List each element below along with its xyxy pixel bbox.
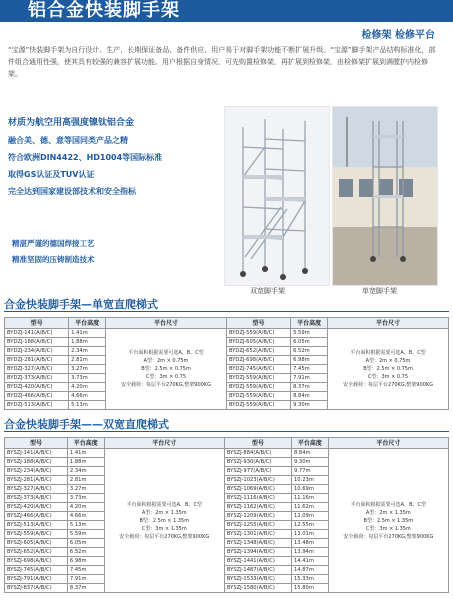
column-header: 型号 <box>224 438 291 449</box>
model-cell: BYDZJ-559(A/B/C) <box>226 374 290 383</box>
height-cell: 13.94m <box>291 548 328 557</box>
spec-line: 安全载荷：每层平台270KG,整架900KG <box>343 382 433 388</box>
double-wide-spec-table <box>4 437 449 593</box>
model-cell: BYSZJ-977(A/B/C) <box>224 467 291 476</box>
column-header: 平台高度 <box>67 438 104 449</box>
model-cell: BYDZJ-188(A/B/C) <box>5 338 69 347</box>
model-cell: BYDZJ-559(A/B/C) <box>226 383 290 392</box>
feature-item: 材质为航空用高强度镍钛铝合金 <box>8 118 135 128</box>
height-cell: 7.45m <box>291 365 328 374</box>
model-cell: BYSZJ-513(A/B/C) <box>5 521 68 530</box>
model-cell: BYDZJ-281(A/B/C) <box>5 356 69 365</box>
spec-line: C型：3m × 0.75 <box>367 374 409 380</box>
model-cell: BYSZJ-1441(A/B/C) <box>224 557 291 566</box>
model-cell: BYDZJ-605(A/B/C) <box>226 338 290 347</box>
column-header: 平台尺寸 <box>106 318 227 329</box>
intro-paragraph: “宝源”快装脚手架为自行设计、生产，长期保证备品、备件供应，用户易于对脚手架功能不断扩展升级。“宝源”脚手架产品结构标准化，部件组合通用性强，使其具有较强的兼容扩展功能。用户根据自身情况，可先购置检修架，再扩展到检修架，由检修架扩展到满膛护内检修架。 <box>8 46 436 78</box>
height-cell: 2.81m <box>69 356 106 365</box>
height-cell: 11.62m <box>291 503 328 512</box>
column-header: 平台尺寸 <box>328 318 449 329</box>
height-cell: 14.87m <box>291 566 328 575</box>
height-cell: 1.88m <box>69 338 106 347</box>
column-header: 平台尺寸 <box>328 438 448 449</box>
model-cell: BYSZJ-930(A/B/C) <box>224 458 291 467</box>
model-cell: BYSZJ-791(A/B/C) <box>5 575 68 584</box>
table-header-row <box>5 438 449 449</box>
height-cell: 15.33m <box>291 575 328 584</box>
model-cell: BYSZJ-420(A/B/C) <box>5 503 68 512</box>
height-cell: 2.81m <box>67 476 104 485</box>
height-cell: 4.20m <box>69 383 106 392</box>
double-wide-scaffold-photo <box>224 106 330 286</box>
model-cell: BYSZJ-327(A/B/C) <box>5 485 68 494</box>
model-cell: BYSZJ-745(A/B/C) <box>5 566 68 575</box>
model-cell: BYDZJ-559(A/B/C) <box>226 392 290 401</box>
photo-caption: 双宽脚手架 <box>250 287 285 295</box>
height-cell: 14.41m <box>291 557 328 566</box>
height-cell: 11.16m <box>291 494 328 503</box>
model-cell: BYDZJ-513(A/B/C) <box>5 401 69 410</box>
height-cell: 10.69m <box>291 485 328 494</box>
height-cell: 5.13m <box>67 521 104 530</box>
feature-item: 精湛严谨的德国焊接工艺 <box>12 239 95 248</box>
single-wide-spec-table <box>4 317 449 410</box>
height-cell: 1.41m <box>67 449 104 458</box>
model-cell: BYSZJ-605(A/B/C) <box>5 539 68 548</box>
spec-line: 平台面积根据需要可选A、B、C型 <box>350 350 426 356</box>
feature-item: 完全达到国家建设部技术和安全指标 <box>8 187 136 196</box>
height-cell: 7.91m <box>291 374 328 383</box>
model-cell: BYSZJ-652(A/B/C) <box>5 548 68 557</box>
height-cell: 9.77m <box>291 467 328 476</box>
height-cell: 3.73m <box>67 494 104 503</box>
model-cell: BYSZJ-234(A/B/C) <box>5 467 68 476</box>
spec-line: A型：2m × 1.35m <box>141 509 187 516</box>
platform-size-cell <box>104 449 224 593</box>
table-row <box>5 449 449 458</box>
model-cell: BYSZJ-1069(A/B/C) <box>224 485 291 494</box>
spec-line: 平台面积根据需要可选A、B、C型 <box>128 350 204 356</box>
height-cell: 7.45m <box>67 566 104 575</box>
height-cell: 3.73m <box>69 374 106 383</box>
spec-line: A型：2m × 0.75m <box>365 358 411 364</box>
height-cell: 5.59m <box>291 329 328 338</box>
photo-caption: 单宽脚手架 <box>362 287 397 295</box>
platform-size-cell <box>106 329 227 410</box>
height-cell: 5.59m <box>67 530 104 539</box>
table-row <box>5 329 449 338</box>
model-cell: BYDZJ-327(A/B/C) <box>5 365 69 374</box>
height-cell: 7.91m <box>67 575 104 584</box>
model-cell: BYSZJ-837(A/B/C) <box>5 584 68 593</box>
spec-line: B型：2.5m × 1.35m <box>363 517 414 524</box>
height-cell: 12.09m <box>291 512 328 521</box>
model-cell: BYSZJ-1255(A/B/C) <box>224 521 291 530</box>
column-header: 平台高度 <box>69 318 106 329</box>
height-cell: 8.37m <box>67 584 104 593</box>
height-cell: 12.55m <box>291 521 328 530</box>
spec-line: C型：3m × 1.35m <box>365 525 411 532</box>
model-cell: BYDZJ-466(A/B/C) <box>5 392 69 401</box>
model-cell: BYDZJ-373(A/B/C) <box>5 374 69 383</box>
spec-line: 平台面积根据需要可选A、B、C型 <box>350 501 427 508</box>
height-cell: 8.84m <box>291 392 328 401</box>
model-cell: BYDZJ-559(A/B/C) <box>226 329 290 338</box>
feature-item: 符合欧洲DIN4422、HD1004等国际标准 <box>8 153 163 162</box>
model-cell: BYSZJ-466(A/B/C) <box>5 512 68 521</box>
feature-list <box>8 118 218 203</box>
height-cell: 10.23m <box>291 476 328 485</box>
model-cell: BYDZJ-141(A/B/C) <box>5 329 69 338</box>
model-cell: BYSZJ-698(A/B/C) <box>5 557 68 566</box>
model-cell: BYSZJ-373(A/B/C) <box>5 494 68 503</box>
model-cell: BYDZJ-234(A/B/C) <box>5 347 69 356</box>
height-cell: 9.30m <box>291 401 328 410</box>
model-cell: BYSZJ-1116(A/B/C) <box>224 494 291 503</box>
height-cell: 8.84m <box>291 449 328 458</box>
spec-line: C型：3m × 1.35m <box>141 525 187 532</box>
model-cell: BYSZJ-1348(A/B/C) <box>224 539 291 548</box>
section-divider <box>4 311 449 312</box>
spec-line: C型：3m × 0.75 <box>145 374 187 380</box>
spec-line: B型：2.5m × 0.75m <box>363 366 413 372</box>
model-cell: BYSZJ-1209(A/B/C) <box>224 512 291 521</box>
platform-size-cell <box>328 449 448 593</box>
spec-line: A型：2m × 0.75m <box>143 358 189 364</box>
table-header-row <box>5 318 449 329</box>
height-cell: 6.98m <box>291 356 328 365</box>
model-cell: BYDZJ-652(A/B/C) <box>226 347 290 356</box>
model-cell: BYSZJ-281(A/B/C) <box>5 476 68 485</box>
model-cell: BYSZJ-559(A/B/C) <box>5 530 68 539</box>
height-cell: 3.27m <box>69 365 106 374</box>
model-cell: BYDZJ-559(A/B/C) <box>226 401 290 410</box>
column-header: 平台尺寸 <box>104 438 224 449</box>
model-cell: BYSZJ-188(A/B/C) <box>5 458 68 467</box>
column-header: 型号 <box>226 318 290 329</box>
spec-line: 安全载荷：每层平台270KG,整架900KG <box>121 382 211 388</box>
building-scene <box>333 107 437 285</box>
spec-line: B型：2.5m × 1.35m <box>139 517 190 524</box>
height-cell: 4.66m <box>69 392 106 401</box>
height-cell: 8.37m <box>291 383 328 392</box>
height-cell: 3.27m <box>67 485 104 494</box>
height-cell: 1.41m <box>69 329 106 338</box>
single-wide-scaffold-photo <box>332 106 438 286</box>
height-cell: 13.48m <box>291 539 328 548</box>
column-header: 平台高度 <box>291 438 328 449</box>
header-bar <box>0 0 453 22</box>
height-cell: 4.20m <box>67 503 104 512</box>
spec-line: 安全载荷：每层平台270KG,整架900KG <box>119 533 210 540</box>
section-title-double-wide: 合金快装脚手架——双宽直爬梯式 <box>4 418 169 431</box>
model-cell: BYSZJ-1580(A/B/C) <box>224 584 291 593</box>
spec-line: A型：2m × 1.35m <box>365 509 411 516</box>
height-cell: 9.30m <box>291 458 328 467</box>
feature-item: 取得GS认证及TUV认证 <box>8 170 95 179</box>
spec-line: B型：2.5m × 0.75m <box>141 366 191 372</box>
model-cell: BYDZJ-745(A/B/C) <box>226 365 290 374</box>
height-cell: 6.52m <box>291 347 328 356</box>
height-cell: 13.01m <box>291 530 328 539</box>
model-cell: BYSZJ-884(A/B/C) <box>224 449 291 458</box>
model-cell: BYSZJ-1162(A/B/C) <box>224 503 291 512</box>
height-cell: 15.80m <box>291 584 328 593</box>
section-title-single-wide: 合金快装脚手架—单宽直爬梯式 <box>4 298 158 311</box>
section-divider <box>4 431 449 432</box>
spec-line: 安全载荷：每层平台270KG,整架900KG <box>343 533 434 540</box>
height-cell: 1.88m <box>67 458 104 467</box>
model-cell: BYSZJ-1533(A/B/C) <box>224 575 291 584</box>
height-cell: 6.05m <box>291 338 328 347</box>
page-title: 铝合金快装脚手架 <box>28 0 180 21</box>
column-header: 型号 <box>5 318 69 329</box>
feature-item: 融合美、德、意等国同类产品之精 <box>8 136 128 145</box>
spec-line: 平台面积根据需要可选A、B、C型 <box>126 501 202 508</box>
tagline: 检修架 检修平台 <box>361 30 435 41</box>
height-cell: 5.13m <box>69 401 106 410</box>
feature-item: 精准坚固的压铸制造技术 <box>12 255 95 264</box>
column-header: 平台高度 <box>291 318 328 329</box>
model-cell: BYSZJ-1023(A/B/C) <box>224 476 291 485</box>
scaffold-illustration <box>225 107 329 285</box>
height-cell: 6.52m <box>67 548 104 557</box>
platform-size-cell <box>328 329 449 410</box>
height-cell: 6.98m <box>67 557 104 566</box>
model-cell: BYDZJ-698(A/B/C) <box>226 356 290 365</box>
height-cell: 6.05m <box>67 539 104 548</box>
height-cell: 4.66m <box>67 512 104 521</box>
column-header: 型号 <box>5 438 68 449</box>
height-cell: 2.34m <box>69 347 106 356</box>
model-cell: BYSZJ-141(A/B/C) <box>5 449 68 458</box>
model-cell: BYSZJ-1487(A/B/C) <box>224 566 291 575</box>
model-cell: BYDZJ-420(A/B/C) <box>5 383 69 392</box>
model-cell: BYSZJ-1301(A/B/C) <box>224 530 291 539</box>
height-cell: 2.34m <box>67 467 104 476</box>
model-cell: BYSZJ-1394(A/B/C) <box>224 548 291 557</box>
